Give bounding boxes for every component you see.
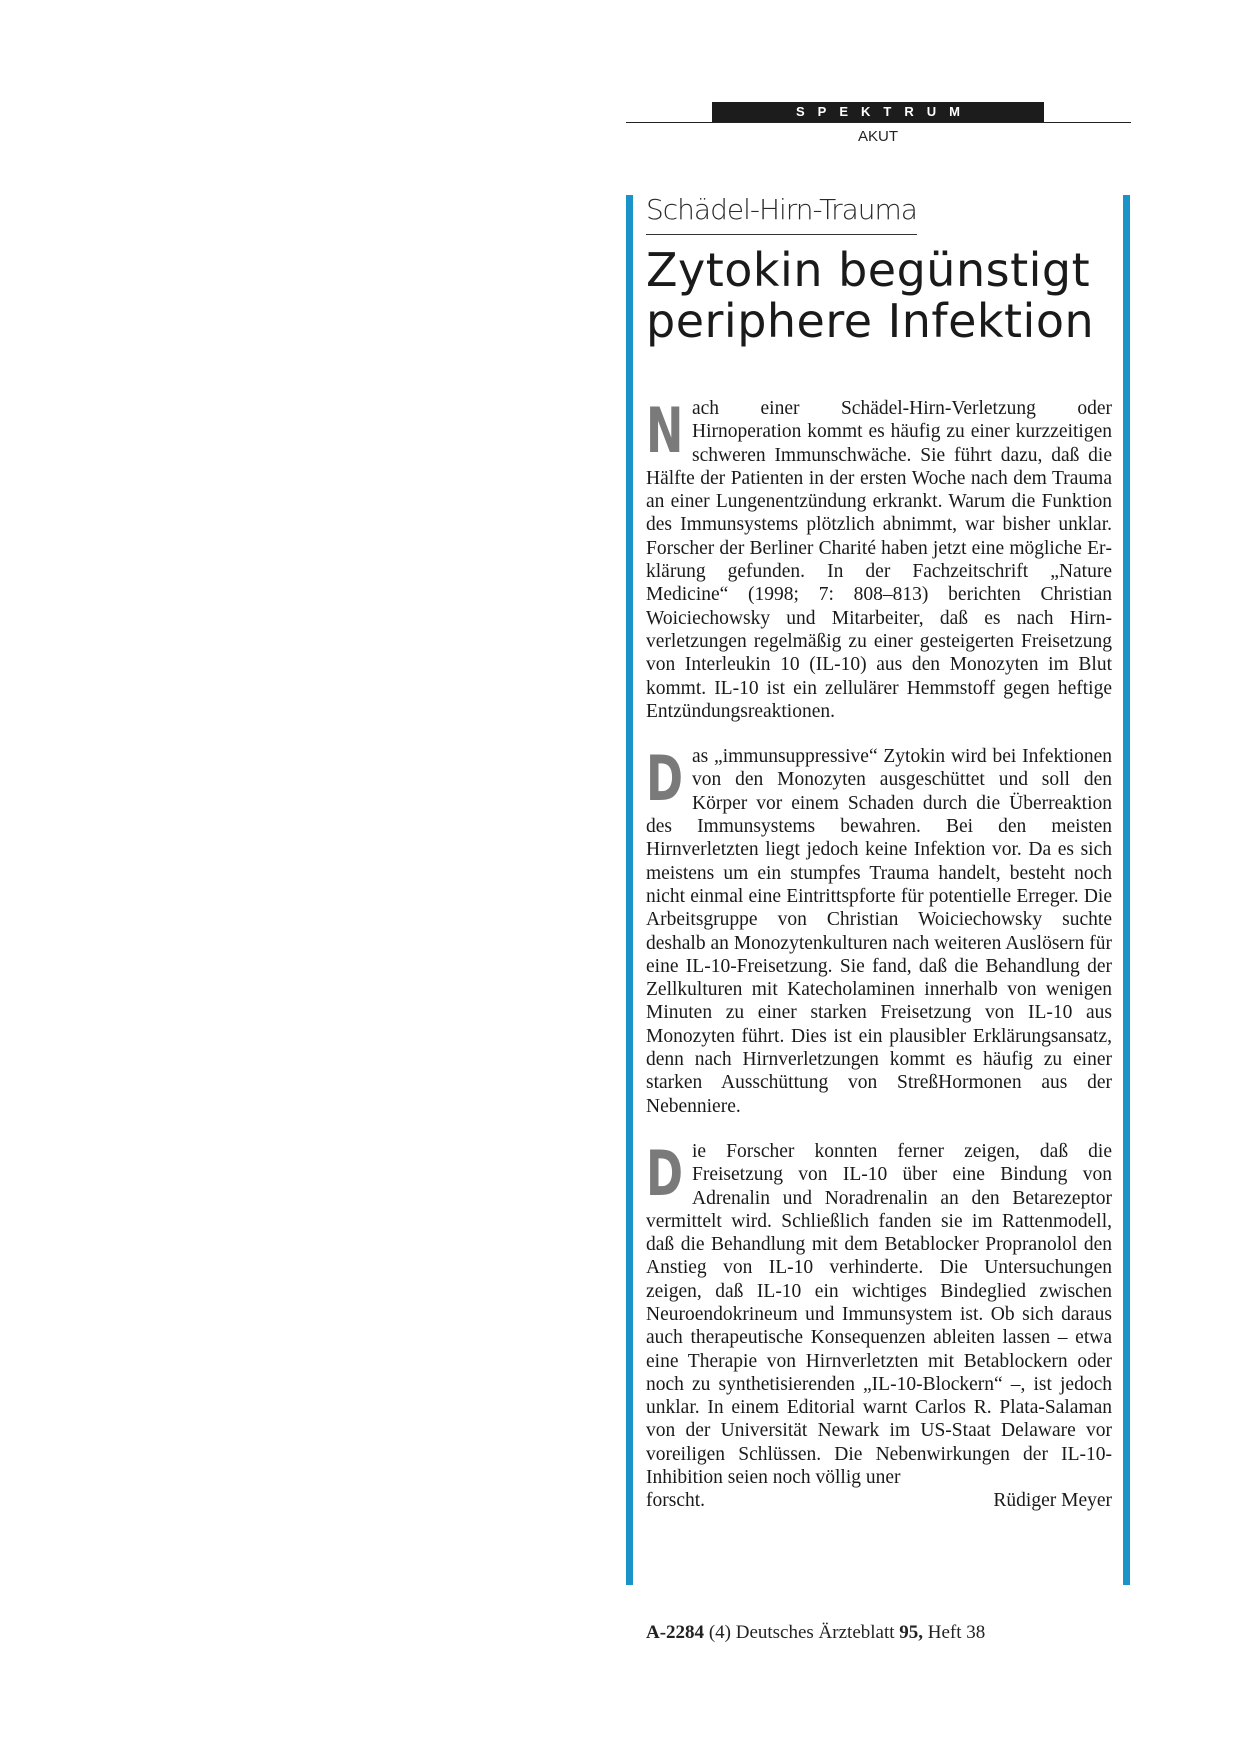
journal-name: (4) Deutsches Ärzteblatt (708, 1622, 895, 1643)
volume-number: 95, (899, 1622, 924, 1643)
paragraph-text: as „immunsuppressive“ Zytokin wird bei Infektionen von den Monozyten ausgeschüttet und soll den Körper vor einem Schaden durch die Überreaktion des Immunsystems bewahren. Bei den meisten Hirnverletzten liegt jedoch keine Infektion vor. Da es sich meistens um ein stumpfes Trauma handelt, besteht noch nicht einmal eine Eintrittspforte für potentielle Erreger. Die Arbeitsgruppe von Christian Woiciechowsky suchte deshalb an Monozytenkulturen nach weiteren Auslösern für eine IL-10-Freisetzung. Sie fand, daß die Behandlung der Zellkulturen mit Katecholaminen innerhalb von wenigen Minuten zu einer starken Freisetzung von IL-10 aus Monozyten führt. Dies ist ein plausibler Erklärungsansatz, denn nach Hirnverletzungen kommt es häufig zu einer starken Ausschüttung von StreßHormonen aus der Nebenniere. (646, 746, 1112, 1117)
paragraph-text: ach einer Schädel-Hirn-Verletzung oder Hirnoperation kommt es häufig zu einer kurzzeitigen schweren Immunschwäche. Sie führt dazu, daß die Hälfte der Patienten in der ersten Woche nach dem Trauma an einer Lungenentzündung erkrankt. Warum die Funktion des Immunsystems plötzlich abnimmt, war bisher unklar. Forscher der Berliner Charité haben jetzt eine mögliche Erklärung gefunden. In der Fachzeitschrift „Nature Medicine“ (1998; 7: 808–813) berichten Christian Woiciechowsky und Mitarbeiter, daß es nach Hirnverletzungen regelmäßig zu einer gesteigerten Freisetzung von Interleukin 10 (IL-10) aus den Monozyten im Blut kommt. IL-10 ist ein zellulärer Hemmstoff gegen heftige Entzündungsreaktionen. (646, 398, 1112, 722)
article-headline (646, 245, 1112, 347)
header-rule (626, 122, 1131, 123)
headline-line-1: Zytokin begünstigt (646, 243, 1091, 297)
article-kicker: Schädel-Hirn-Trauma (646, 190, 917, 235)
dropcap: D (646, 1136, 684, 1210)
page-number: A-2284 (646, 1622, 705, 1643)
paragraph-2 (646, 742, 1112, 1118)
article-frame-left (626, 195, 633, 1585)
paragraph-text: ie Forscher konnten ferner zeigen, daß die Freisetzung von IL-10 über eine Bindung von Adrenalin und Noradrenalin an den Betarezeptor vermittelt wird. Schließlich fanden sie im Rattenmodell, daß die Behandlung mit dem Betablocker Propranolol den Anstieg von IL-10 verhinderte. Die Untersuchungen zeigen, daß IL-10 ein wichtiges Bindeglied zwischen Neuroendokrineum und Immunsystem ist. Ob sich daraus auch therapeutische Konsequenzen ableiten lassen – etwa eine Therapie von Hirnverletzten mit Betablockern oder noch zu synthetisierenden „IL-10-Blockern“ –, ist jedoch unklar. In einem Editorial warnt Carlos R. Plata-Salaman von der Universität Newark im US-Staat Delaware vor voreiligen Schlüssen. Die Nebenwirkungen der IL-10-Inhibition seien noch völlig uner (646, 1140, 1112, 1489)
page-footer (646, 1622, 985, 1644)
paragraph-3 (646, 1136, 1112, 1489)
article-frame-right (1123, 195, 1130, 1585)
paragraph-1 (646, 394, 1112, 723)
subsection-label: AKUT (857, 128, 898, 145)
dropcap: N (646, 394, 684, 467)
dropcap: D (646, 742, 684, 816)
article (646, 190, 1112, 1513)
author-name: Rüdiger Meyer (993, 1490, 1112, 1512)
issue-number: Heft 38 (927, 1622, 986, 1643)
headline-line-2: periphere Infektion (646, 294, 1095, 348)
paragraph-last-line: forscht. (646, 1490, 706, 1512)
section-label: SPEKTRUM (712, 102, 1044, 122)
signature-line (646, 1489, 1112, 1512)
